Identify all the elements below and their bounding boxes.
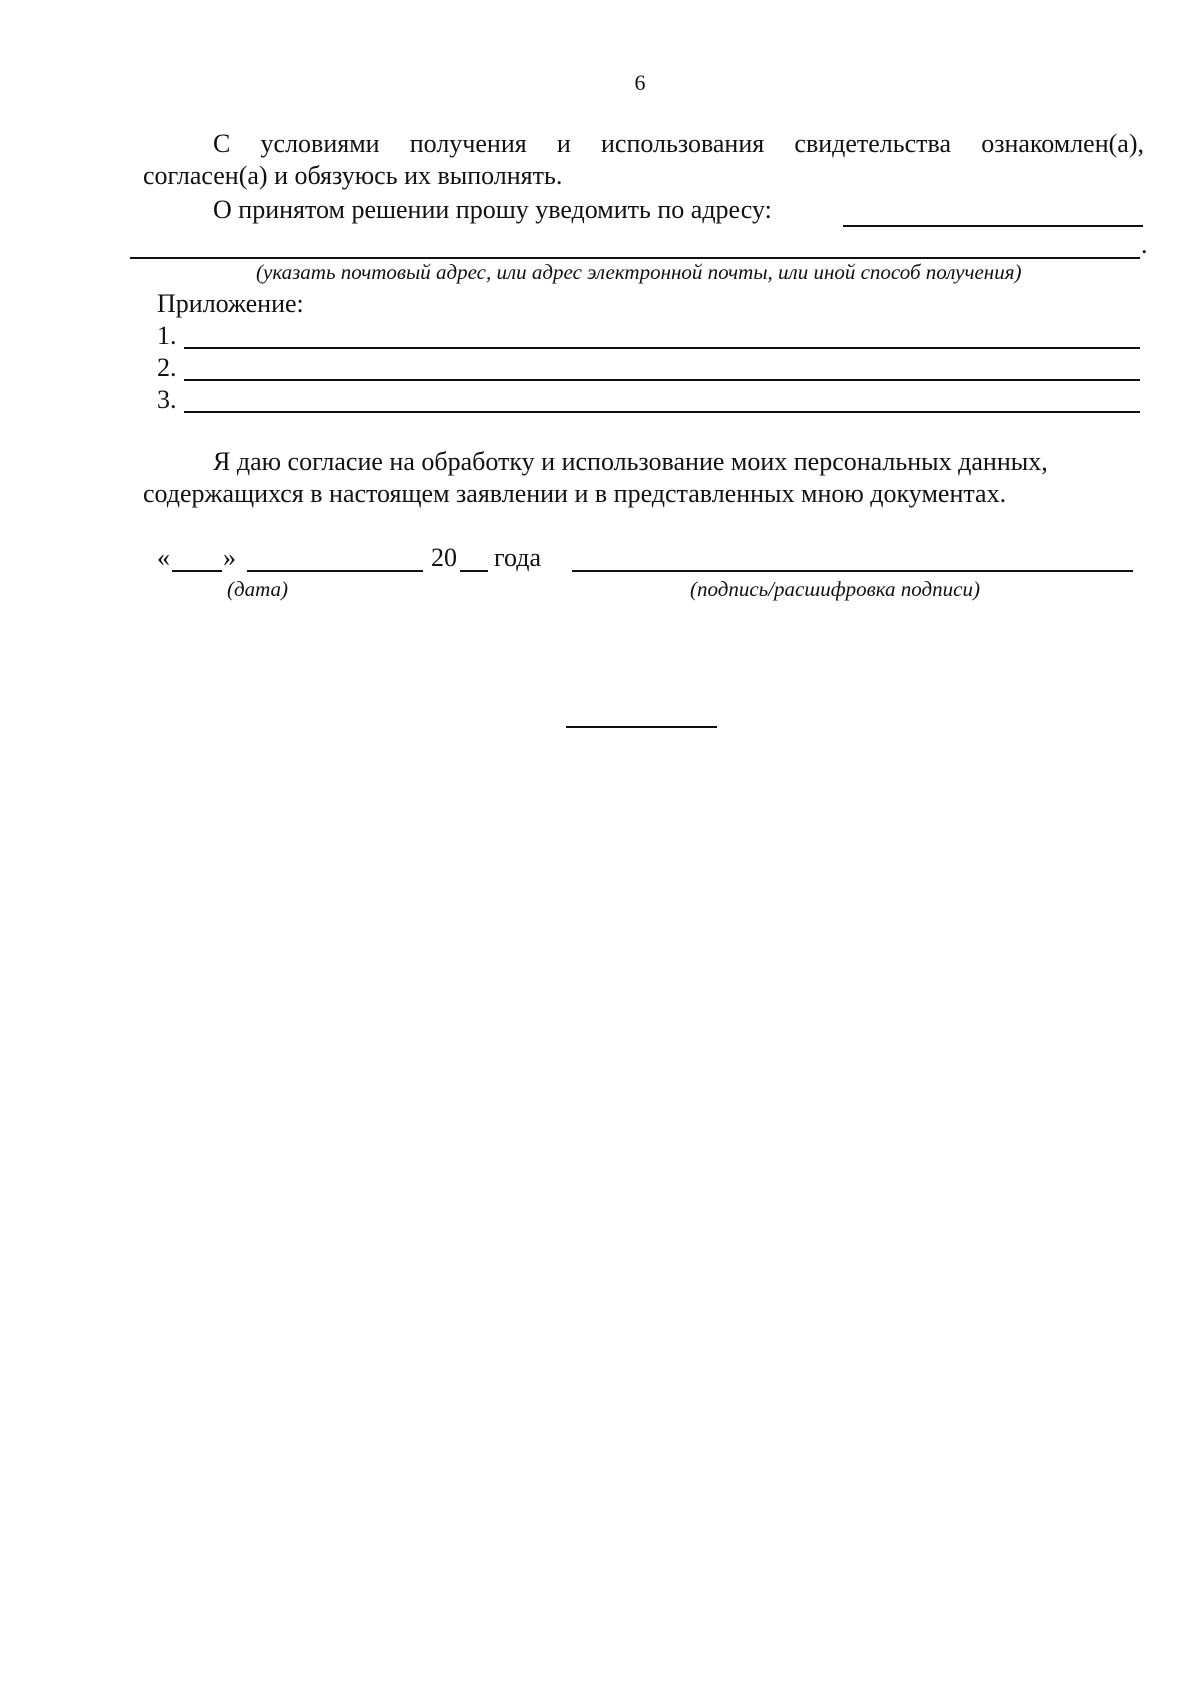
attachment-number-1: 1. (157, 321, 177, 350)
attachment-field-1[interactable] (184, 347, 1140, 349)
date-day-field[interactable] (172, 570, 222, 572)
date-year-prefix: 20 (431, 543, 457, 572)
date-year-suffix: года (494, 543, 542, 572)
attachment-number-2: 2. (157, 353, 177, 382)
conditions-line-2: согласен(а) и обязуюсь их выполнять. (143, 161, 563, 190)
end-divider (566, 726, 717, 728)
notify-label: О принятом решении прошу уведомить по адресу: (213, 195, 772, 224)
signature-field[interactable] (572, 570, 1133, 572)
address-field-line-1[interactable] (843, 225, 1143, 227)
date-quote-close: » (223, 543, 236, 572)
attachment-field-3[interactable] (184, 411, 1140, 413)
consent-line-1: Я даю согласие на обработку и использование моих персональных данных, (213, 447, 1048, 476)
date-quote-open: « (157, 543, 170, 572)
signature-hint: (подпись/расшифровка подписи) (690, 577, 980, 601)
date-hint: (дата) (227, 577, 289, 601)
attachments-title: Приложение: (157, 289, 304, 318)
conditions-line-1: С условиями получения и использования свидетельства ознакомлен(а), (213, 129, 1144, 158)
consent-line-2: содержащихся в настоящем заявлении и в представленных мною документах. (143, 479, 1007, 508)
attachment-number-3: 3. (157, 385, 177, 414)
page-number: 6 (634, 70, 646, 95)
attachment-field-2[interactable] (184, 379, 1140, 381)
address-hint: (указать почтовый адрес, или адрес электронной почты, или иной способ получения) (256, 260, 1022, 284)
address-end-dot: . (1141, 230, 1148, 259)
date-month-field[interactable] (247, 570, 423, 572)
date-year-field[interactable] (460, 570, 488, 572)
address-field-line-2[interactable] (130, 257, 1140, 259)
